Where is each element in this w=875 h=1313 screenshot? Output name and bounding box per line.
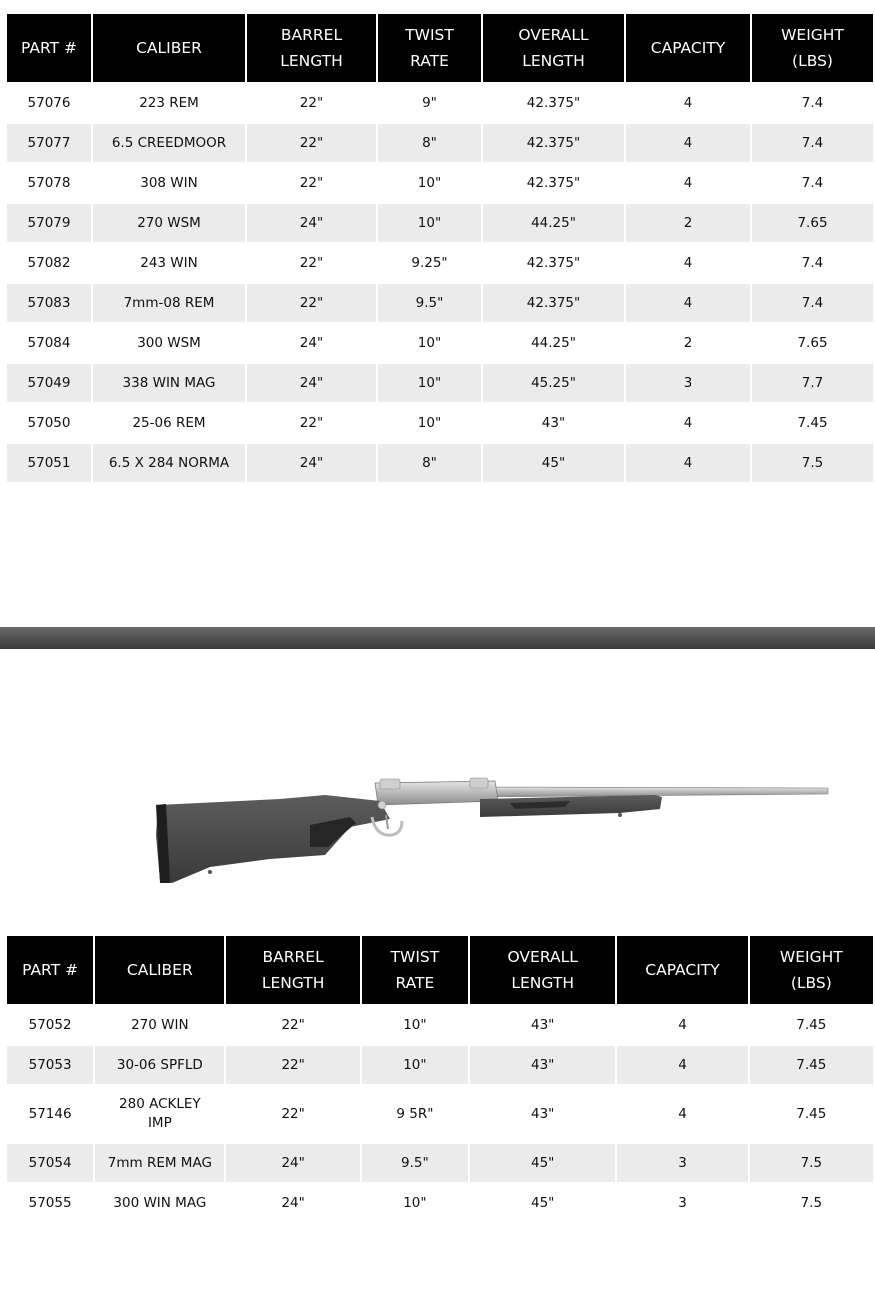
cell-overall-length: 45" [470, 1144, 615, 1182]
header-capacity: CAPACITY [626, 14, 750, 82]
header-weight: WEIGHT (LBS) [750, 936, 873, 1004]
header-weight: WEIGHT (LBS) [752, 14, 873, 82]
cell-caliber: 270 WIN [131, 1016, 189, 1033]
cell-weight: 7.65 [797, 334, 828, 351]
cell-twist-rate: 10" [378, 364, 481, 402]
cell-part: 57077 [7, 124, 91, 162]
cell-twist-rate: 10" [417, 174, 442, 191]
table-row [7, 1086, 873, 1142]
header-part: PART # [7, 14, 91, 82]
cell-twist-rate: 9.25" [411, 254, 448, 271]
cell-part: 57055 [28, 1194, 72, 1211]
cell-twist-rate: 9.5" [378, 284, 481, 322]
cell-part: 57051 [7, 444, 91, 482]
cell-capacity: 4 [683, 254, 693, 271]
cell-twist-rate: 9" [422, 94, 437, 111]
cell-twist-rate: 9.5" [362, 1144, 468, 1182]
cell-overall-length: 45" [530, 1194, 555, 1211]
cell-capacity: 4 [626, 444, 750, 482]
table-row [7, 444, 873, 482]
cell-overall-length: 42.375" [526, 254, 581, 271]
table-row [7, 1184, 873, 1222]
table-row [7, 1046, 873, 1084]
table-row [7, 164, 873, 202]
cell-twist-rate: 10" [417, 334, 442, 351]
cell-part: 57052 [28, 1016, 72, 1033]
cell-barrel-length: 24" [247, 204, 376, 242]
table-body [7, 1006, 873, 1222]
cell-part: 57082 [27, 254, 71, 271]
cell-twist-rate: 10" [417, 414, 442, 431]
cell-barrel-length: 24" [281, 1194, 305, 1211]
cell-overall-length: 43" [530, 1016, 555, 1033]
cell-overall-length: 42.375" [526, 94, 581, 111]
cell-barrel-length: 22" [299, 254, 324, 271]
table-row [7, 124, 873, 162]
cell-caliber: 338 WIN MAG [93, 364, 245, 402]
table-row [7, 204, 873, 242]
header-overall-length: OVERALL LENGTH [470, 936, 615, 1004]
cell-barrel-length: 22" [281, 1016, 305, 1033]
cell-capacity: 4 [626, 284, 750, 322]
cell-caliber: 280 ACKLEY IMP [119, 1096, 201, 1131]
table-row [7, 1006, 873, 1044]
cell-part: 57079 [7, 204, 91, 242]
cell-caliber: 300 WSM [137, 334, 201, 351]
cell-capacity: 4 [683, 94, 693, 111]
cell-weight: 7.4 [801, 94, 824, 111]
cell-overall-length: 42.375" [483, 124, 624, 162]
cell-overall-length: 43" [541, 414, 566, 431]
cell-weight: 7.65 [752, 204, 873, 242]
cell-overall-length: 44.25" [531, 334, 576, 351]
cell-caliber: 308 WIN [140, 174, 198, 191]
header-twist-rate: TWIST RATE [362, 936, 468, 1004]
header-barrel-length: BARREL LENGTH [247, 14, 376, 82]
cell-twist-rate: 10" [403, 1016, 427, 1033]
cell-part: 57146 [28, 1105, 72, 1122]
cell-overall-length: 45.25" [483, 364, 624, 402]
cell-weight: 7.4 [752, 284, 873, 322]
cell-part: 57084 [27, 334, 71, 351]
cell-capacity: 2 [683, 334, 693, 351]
cell-overall-length: 43" [530, 1105, 555, 1122]
cell-barrel-length: 24" [226, 1144, 359, 1182]
table-row [7, 244, 873, 282]
cell-overall-length: 44.25" [483, 204, 624, 242]
cell-capacity: 4 [683, 414, 693, 431]
rifle-image [150, 775, 840, 895]
cell-twist-rate: 10" [362, 1046, 468, 1084]
cell-weight: 7.5 [750, 1144, 873, 1182]
cell-twist-rate: 8" [378, 124, 481, 162]
cell-weight: 7.5 [752, 444, 873, 482]
cell-caliber: 270 WSM [93, 204, 245, 242]
table-row [7, 404, 873, 442]
section-divider [0, 627, 875, 649]
table-row [7, 1144, 873, 1182]
cell-barrel-length: 22" [281, 1105, 305, 1122]
header-part: PART # [7, 936, 93, 1004]
cell-part: 57078 [27, 174, 71, 191]
cell-barrel-length: 22" [299, 414, 324, 431]
cell-caliber: 6.5 X 284 NORMA [93, 444, 245, 482]
table-row [7, 324, 873, 362]
table-body [7, 84, 873, 482]
header-barrel-length: BARREL LENGTH [226, 936, 359, 1004]
cell-capacity: 3 [617, 1144, 747, 1182]
cell-part: 57050 [27, 414, 71, 431]
cell-weight: 7.4 [801, 174, 824, 191]
cell-part: 57076 [27, 94, 71, 111]
cell-caliber: 25-06 REM [132, 414, 206, 431]
cell-twist-rate: 9 5R" [396, 1105, 434, 1122]
cell-weight: 7.5 [800, 1194, 823, 1211]
cell-weight: 7.7 [752, 364, 873, 402]
cell-caliber: 300 WIN MAG [113, 1194, 207, 1211]
cell-overall-length: 42.375" [526, 174, 581, 191]
cell-twist-rate: 8" [378, 444, 481, 482]
cell-twist-rate: 10" [378, 204, 481, 242]
cell-capacity: 4 [626, 124, 750, 162]
cell-caliber: 7mm REM MAG [95, 1144, 224, 1182]
cell-caliber: 223 REM [139, 94, 199, 111]
cell-caliber: 6.5 CREEDMOOR [93, 124, 245, 162]
header-overall-length: OVERALL LENGTH [483, 14, 624, 82]
table-header-row [7, 14, 873, 82]
cell-capacity: 2 [626, 204, 750, 242]
cell-overall-length: 42.375" [483, 284, 624, 322]
table-row [7, 284, 873, 322]
cell-barrel-length: 24" [247, 364, 376, 402]
table-header-row [7, 936, 873, 1004]
header-capacity: CAPACITY [617, 936, 747, 1004]
cell-weight: 7.45 [796, 1105, 827, 1122]
header-twist-rate: TWIST RATE [378, 14, 481, 82]
header-caliber: CALIBER [93, 14, 245, 82]
cell-capacity: 3 [678, 1194, 687, 1211]
cell-capacity: 4 [617, 1046, 747, 1084]
spec-table-top [5, 12, 875, 484]
cell-barrel-length: 24" [299, 334, 324, 351]
cell-weight: 7.45 [750, 1046, 873, 1084]
cell-barrel-length: 22" [247, 284, 376, 322]
cell-capacity: 4 [683, 174, 693, 191]
cell-twist-rate: 10" [403, 1194, 427, 1211]
cell-caliber: 30-06 SPFLD [95, 1046, 224, 1084]
cell-barrel-length: 22" [299, 94, 324, 111]
spec-table-bottom [5, 934, 875, 1224]
cell-barrel-length: 24" [247, 444, 376, 482]
table-row [7, 84, 873, 122]
cell-capacity: 3 [626, 364, 750, 402]
cell-part: 57053 [7, 1046, 93, 1084]
cell-caliber: 243 WIN [140, 254, 198, 271]
cell-weight: 7.45 [796, 1016, 827, 1033]
cell-overall-length: 45" [483, 444, 624, 482]
cell-capacity: 4 [678, 1016, 687, 1033]
cell-part: 57054 [7, 1144, 93, 1182]
cell-barrel-length: 22" [226, 1046, 359, 1084]
cell-barrel-length: 22" [247, 124, 376, 162]
cell-barrel-length: 22" [299, 174, 324, 191]
cell-weight: 7.45 [797, 414, 828, 431]
table-row [7, 364, 873, 402]
cell-capacity: 4 [678, 1105, 687, 1122]
cell-weight: 7.4 [801, 254, 824, 271]
cell-overall-length: 43" [470, 1046, 615, 1084]
cell-part: 57049 [7, 364, 91, 402]
cell-weight: 7.4 [752, 124, 873, 162]
cell-part: 57083 [7, 284, 91, 322]
cell-caliber: 7mm-08 REM [93, 284, 245, 322]
header-caliber: CALIBER [95, 936, 224, 1004]
